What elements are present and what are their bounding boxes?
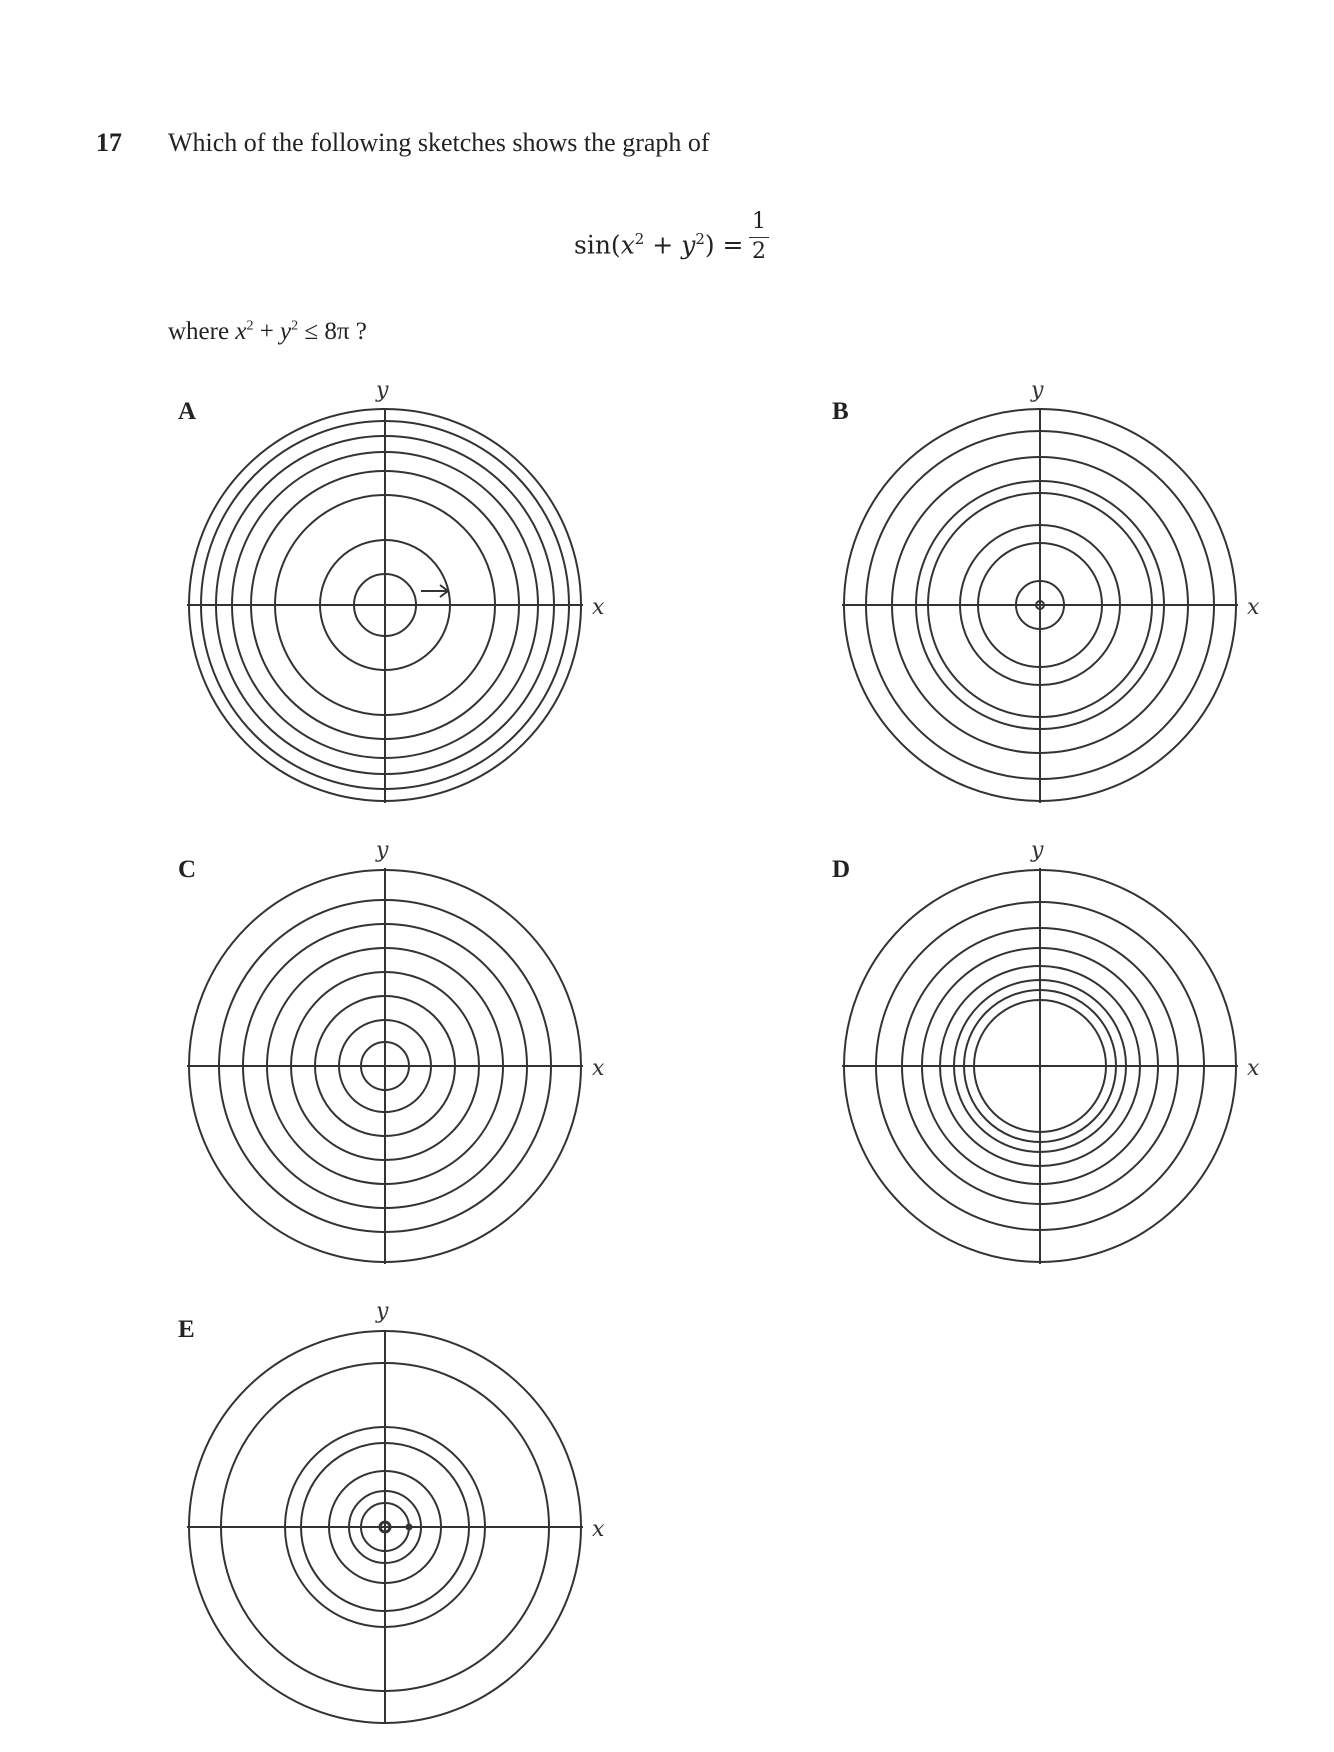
equation-lhs: $\sin(x^2 + y^2)$ = xyxy=(574,230,744,260)
question-number: 17 xyxy=(96,128,122,157)
sketch-b-x-label: x xyxy=(1247,595,1260,620)
sketch-a-arrow-icon xyxy=(421,585,448,597)
sketch-e[interactable] xyxy=(187,1330,583,1724)
sketch-d[interactable] xyxy=(842,868,1238,1264)
option-label-a[interactable]: A xyxy=(178,398,197,425)
sketch-d-y-label: y xyxy=(1031,838,1044,863)
option-label-d[interactable]: D xyxy=(832,856,851,883)
sketch-e-y-label: y xyxy=(376,1299,389,1324)
sketch-b-y-label: y xyxy=(1031,378,1044,403)
question-text: Which of the following sketches shows the graph of xyxy=(168,128,710,157)
sketch-b[interactable] xyxy=(842,408,1238,803)
fraction-numerator: 1 xyxy=(752,209,766,234)
sketch-c-y-label: y xyxy=(376,838,389,863)
sketch-d-x-label: x xyxy=(1247,1056,1260,1081)
sketch-c-x-label: x xyxy=(592,1056,605,1081)
sketch-e-x-label: x xyxy=(592,1517,605,1542)
sketch-a-y-label: y xyxy=(376,378,389,403)
option-label-c[interactable]: C xyxy=(178,856,197,883)
fraction-denominator: 2 xyxy=(752,239,766,264)
option-label-e[interactable]: E xyxy=(178,1316,195,1343)
sketch-a[interactable] xyxy=(187,408,583,803)
sketch-a-x-label: x xyxy=(592,595,605,620)
sketch-e-axis-dot xyxy=(407,1525,412,1530)
sketch-c[interactable] xyxy=(187,868,583,1264)
domain-condition: where $x^2 + y^2 \le 8\pi$ ? xyxy=(168,318,367,345)
option-label-b[interactable]: B xyxy=(832,398,849,425)
